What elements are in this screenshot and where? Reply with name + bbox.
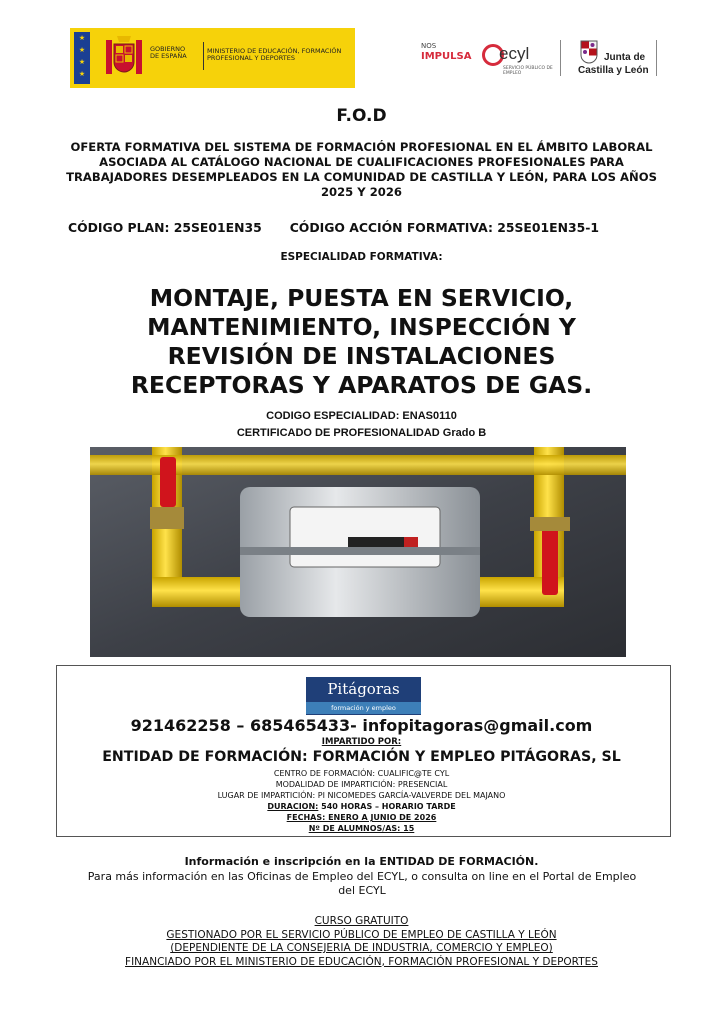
divider: [203, 42, 204, 70]
gov-line1: GOBIERNO: [150, 45, 186, 53]
gov-line2: DE ESPAÑA: [150, 52, 187, 60]
impulsa-label: IMPULSA: [421, 51, 472, 62]
fechas: FECHAS: ENERO A JUNIO DE 2026: [286, 813, 437, 822]
course-title: MONTAJE, PUESTA EN SERVICIO, MANTENIMIENTO, INSPECCIÓN Y REVISIÓN DE INSTALACIONES RECEPTORAS Y APARATOS DE GAS.: [130, 284, 593, 399]
alumnos: Nº DE ALUMNOS/AS: 15: [308, 824, 415, 833]
certificado-profesionalidad: CERTIFICADO DE PROFESIONALIDAD Grado B: [236, 427, 487, 439]
alumnos-line: [0, 824, 723, 834]
lugar-imparticion: LUGAR DE IMPARTICIÓN: PI NICOMEDES GARCÍA-VALVERDE DEL MAJANO: [217, 791, 506, 800]
divider: [656, 40, 657, 76]
financiado-por: FINANCIADO POR EL MINISTERIO DE EDUCACIÓN, FORMACIÓN PROFESIONAL Y DEPORTES: [125, 955, 598, 968]
ecyl-subtitle: SERVICIO PÚBLICO DE EMPLEO: [503, 66, 553, 76]
nos-label: NOS: [421, 42, 437, 50]
codigo-plan: CÓDIGO PLAN: 25SE01EN35: [68, 220, 262, 235]
modalidad-imparticion: MODALIDAD DE IMPARTICIÓN: PRESENCIAL: [275, 780, 448, 789]
duracion-line: [0, 802, 723, 812]
junta-label-line2: Castilla y León: [578, 65, 649, 76]
curso-gratuito: CURSO GRATUITO: [314, 915, 409, 927]
codigo-accion: CÓDIGO ACCIÓN FORMATIVA: 25SE01EN35-1: [289, 220, 599, 235]
codigos-row: [68, 220, 599, 235]
junta-label-line1: Junta de: [604, 52, 646, 63]
especialidad-label: ESPECIALIDAD FORMATIVA:: [280, 251, 443, 263]
ecyl-logo-text: ecyl: [499, 44, 530, 63]
oferta-formativa-text: OFERTA FORMATIVA DEL SISTEMA DE FORMACIÓN PROFESIONAL EN EL ÁMBITO LABORAL ASOCIADA AL CATÁLOGO NACIONAL DE CUALIFICACIONES PROFESIONALES PARA TRABAJADORES DESEMPLEADOS EN LA COMUNIDAD DE CASTILLA Y LEÓN, PARA LOS AÑOS 2025 Y 2026: [66, 140, 657, 199]
pitagoras-logo-subtitle: formación y empleo: [306, 702, 421, 714]
gas-meter-photo: [90, 447, 626, 657]
footer-block: [70, 915, 653, 969]
entidad-formacion: ENTIDAD DE FORMACIÓN: FORMACIÓN Y EMPLEO PITÁGORAS, SL: [102, 749, 621, 765]
codigo-especialidad: CODIGO ESPECIALIDAD: ENAS0110: [266, 410, 457, 422]
ministerio-label: MINISTERIO DE EDUCACIÓN, FORMACIÓN PROFESIONAL Y DEPORTES: [207, 47, 342, 62]
castilla-leon-shield-icon: [580, 40, 598, 64]
fechas-line: [0, 813, 723, 823]
impartido-label: IMPARTIDO POR:: [321, 737, 402, 747]
mas-informacion: Para más información en las Oficinas de Empleo del ECYL, o consulta on line en el Portal de Empleo del ECYL: [87, 870, 637, 897]
fod-heading: F.O.D: [336, 106, 387, 126]
eu-flag-icon: ★ ★ ★ ★: [74, 32, 90, 84]
divider: [560, 40, 561, 76]
dependiente-de: (DEPENDIENTE DE LA CONSEJERIA DE INDUSTRIA, COMERCIO Y EMPLEO): [170, 942, 553, 954]
informacion-inscripcion: Información e inscripción en la ENTIDAD DE FORMACIÓN.: [184, 855, 539, 868]
duracion-value: 540 HORAS – HORARIO TARDE: [318, 802, 456, 811]
gobierno-espana-label: [150, 46, 187, 60]
gestionado-por: GESTIONADO POR EL SERVICIO PÚBLICO DE EMPLEO DE CASTILLA Y LEÓN: [166, 928, 557, 941]
spain-coat-of-arms-icon: [104, 34, 144, 80]
centro-formacion: CENTRO DE FORMACIÓN: CUALIFIC@TE CYL: [273, 769, 450, 778]
duracion-label: DURACION:: [267, 802, 319, 811]
pitagoras-logo-name: Pitágoras: [327, 680, 400, 698]
contact-line: 921462258 – 685465433- infopitagoras@gmail.com: [130, 716, 593, 735]
